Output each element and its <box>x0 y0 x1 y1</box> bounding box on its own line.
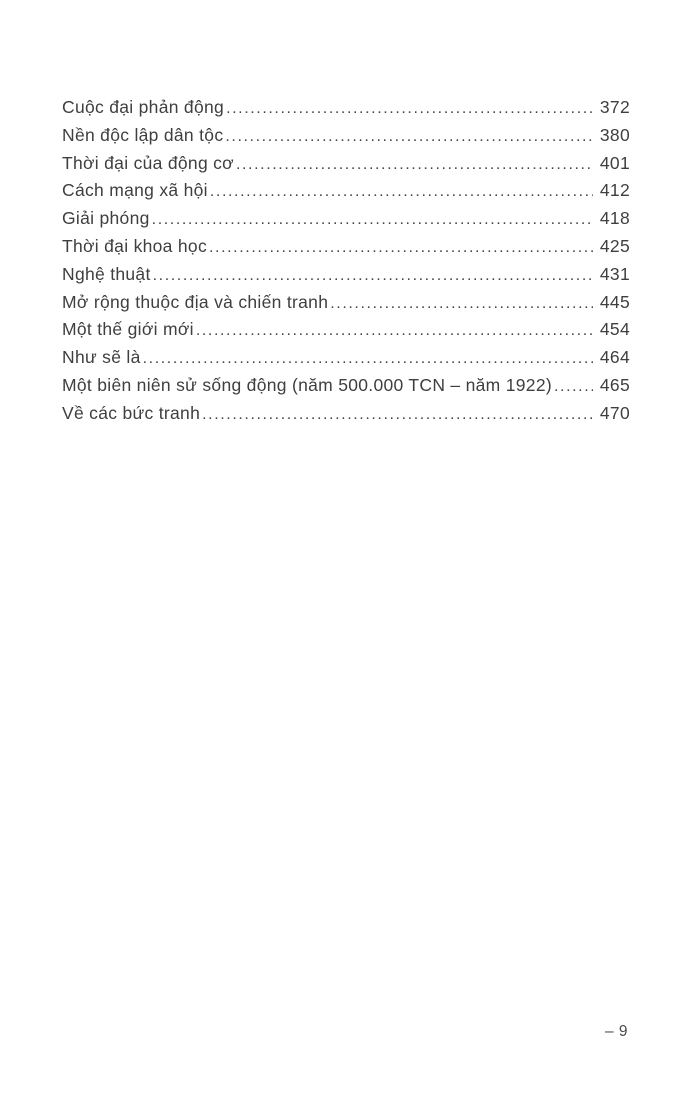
dot-leader <box>226 94 593 123</box>
toc-entry-title: Một thế giới mới <box>62 319 194 340</box>
toc-entry <box>62 150 630 178</box>
dot-leader <box>196 316 593 345</box>
toc-entry-title: Cuộc đại phản động <box>62 97 225 117</box>
toc-entry-page-number: 412 <box>599 180 630 201</box>
toc-entry-page-number: 431 <box>599 263 630 284</box>
toc-entry <box>62 400 630 428</box>
toc-entry-page-number: 470 <box>599 402 630 423</box>
toc-entry-title: Cách mạng xã hội <box>62 180 208 201</box>
dot-leader <box>152 205 593 234</box>
toc-entry-page-number: 401 <box>599 152 630 173</box>
toc-entry-page-number: 445 <box>599 291 630 312</box>
toc-entry-page-number: 425 <box>599 235 630 256</box>
toc-entry-page-number: 372 <box>599 97 630 117</box>
dot-leader <box>554 372 593 401</box>
toc-entry-title: Thời đại của động cơ <box>62 152 234 173</box>
dot-leader <box>202 400 593 429</box>
toc-entry-page-number: 418 <box>599 208 630 229</box>
toc-entry <box>62 316 630 344</box>
toc-entry <box>62 205 630 233</box>
dot-leader <box>225 122 593 151</box>
dot-leader <box>143 344 593 373</box>
toc-entry-page-number: 454 <box>599 319 630 340</box>
toc-entry <box>62 261 630 289</box>
toc-entry <box>62 233 630 261</box>
dot-leader <box>209 233 593 262</box>
toc-entry-title: Mở rộng thuộc địa và chiến tranh <box>62 291 329 312</box>
toc-entry-title: Như sẽ là <box>62 347 141 368</box>
dot-leader <box>330 289 593 318</box>
toc-entry <box>62 177 630 205</box>
toc-entry <box>62 94 630 122</box>
toc-entry <box>62 372 630 400</box>
toc-entry-page-number: 465 <box>599 374 630 395</box>
toc-entry-title: Nghệ thuật <box>62 263 151 284</box>
toc-entry-page-number: 380 <box>599 124 630 145</box>
toc-entry-title: Giải phóng <box>62 208 150 229</box>
toc-entry-title: Nền độc lập dân tộc <box>62 124 224 145</box>
dot-leader <box>210 177 593 206</box>
dot-leader <box>153 261 593 290</box>
dot-leader <box>236 150 593 179</box>
toc-entry <box>62 344 630 372</box>
toc-entry <box>62 122 630 150</box>
table-of-contents <box>62 94 630 428</box>
toc-entry-title: Về các bức tranh <box>62 402 201 423</box>
toc-entry-title: Thời đại khoa học <box>62 235 207 256</box>
toc-entry-page-number: 464 <box>599 347 630 368</box>
toc-entry-title: Một biên niên sử sống động (năm 500.000 TCN – năm 1922) <box>62 374 552 395</box>
page-number-footer: – 9 <box>604 1023 628 1040</box>
toc-entry <box>62 289 630 317</box>
